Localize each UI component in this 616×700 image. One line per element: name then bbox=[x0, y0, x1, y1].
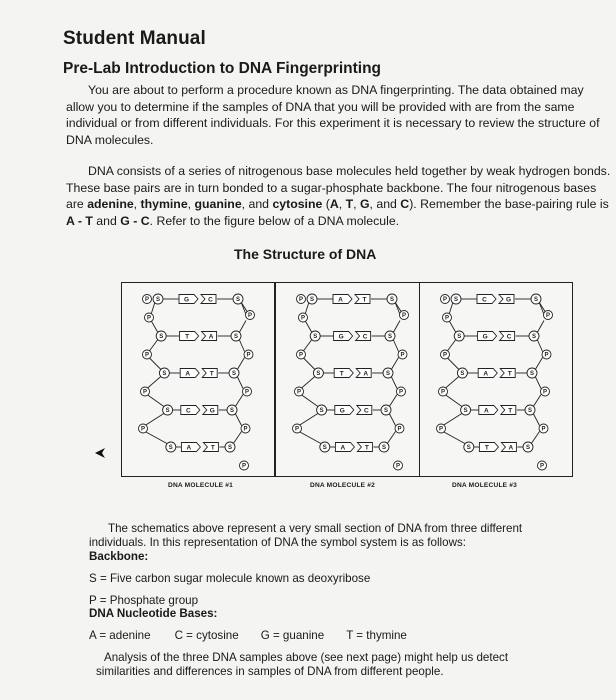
backbone-bond bbox=[305, 321, 312, 334]
backbone-bond bbox=[533, 413, 540, 426]
base-left-A-label: A bbox=[185, 370, 191, 378]
p2-comma-3: , and bbox=[369, 197, 401, 212]
phosphate-circle-label: P bbox=[298, 352, 304, 359]
base-left-C-label: C bbox=[482, 296, 487, 304]
p2-and: and bbox=[92, 213, 121, 228]
phosphate-circle-label: P bbox=[243, 426, 248, 433]
sugar-circle-label: S bbox=[233, 334, 239, 341]
sugar-circle-label: S bbox=[383, 408, 389, 415]
letter-a: A bbox=[329, 197, 339, 212]
backbone-bond bbox=[151, 321, 158, 334]
backbone-bond bbox=[303, 339, 312, 352]
sugar-circle-label: S bbox=[162, 371, 167, 378]
base-right-T-label: T bbox=[210, 444, 215, 452]
phosphate-circle-label: P bbox=[246, 352, 251, 359]
molecule-1-caption: DNA MOLECULE #1 bbox=[168, 482, 234, 489]
dna-molecule-2-diagram bbox=[276, 283, 428, 476]
backbone-bond bbox=[393, 339, 399, 352]
term-cytosine: cytosine bbox=[272, 197, 323, 212]
backbone-bond bbox=[239, 321, 246, 334]
section-heading: Pre-Lab Introduction to DNA Fingerprinting bbox=[63, 60, 382, 77]
sugar-circle-label: S bbox=[319, 408, 324, 415]
p2-text-1: DNA consists of a series of nitrogenous base molecules held together by weak hydrogen bonds. These base pairs are in turn bonded to a sugar-phosphate backbone. The four nitrogenous bases are bbox=[66, 164, 611, 212]
base-right-T-label: T bbox=[508, 407, 513, 415]
sugar-circle-label: S bbox=[165, 408, 170, 415]
backbone-bond bbox=[535, 358, 543, 371]
dna-molecule-2 bbox=[275, 282, 429, 477]
base-left-T bbox=[180, 332, 199, 341]
sugar-circle-label: S bbox=[527, 408, 533, 415]
sugar-circle-label: S bbox=[235, 297, 241, 304]
phosphate-circle-label: P bbox=[541, 426, 546, 433]
backbone-bond bbox=[299, 432, 322, 445]
letter-c: C bbox=[400, 197, 410, 212]
backbone-bond bbox=[391, 376, 397, 389]
p2-text-3: . Refer to the figure below of a DNA molecule. bbox=[149, 213, 400, 228]
backbone-bond bbox=[445, 376, 459, 389]
p2-close: ). bbox=[409, 197, 417, 212]
backbone-bond bbox=[533, 395, 541, 408]
rule-gc: G - C bbox=[120, 213, 150, 228]
backbone-bond bbox=[147, 376, 161, 389]
figure-title: The Structure of DNA bbox=[234, 246, 377, 262]
backbone-bond bbox=[537, 321, 544, 334]
phosphate-circle-label: P bbox=[296, 389, 302, 396]
base-left-T-label: T bbox=[185, 333, 190, 341]
molecule-3-caption: DNA MOLECULE #3 bbox=[452, 482, 518, 489]
sugar-circle-label: S bbox=[525, 445, 531, 452]
sugar-circle-label: S bbox=[529, 371, 535, 378]
rule-at: A - T bbox=[66, 213, 93, 228]
base-right-C-label: C bbox=[506, 333, 512, 341]
base-left-A-label: A bbox=[483, 407, 489, 415]
intro-paragraph: You are about to perform a procedure known as DNA fingerprinting. The data obtained may allow you to determine if the samples of DNA that you will be provided with are from the same individual or from different individuals. For this experiment it is necessary to review the structure of DNA molecules. bbox=[66, 83, 600, 147]
phosphate-circle-label: P bbox=[544, 352, 549, 359]
base-right-T-label: T bbox=[362, 296, 367, 304]
base-left-C-label: C bbox=[185, 407, 191, 415]
dna-molecule-3-diagram bbox=[420, 283, 572, 476]
backbone-bond bbox=[145, 413, 165, 426]
backbone-bond bbox=[149, 339, 158, 352]
cytosine-definition: C = cytosine bbox=[174, 629, 239, 642]
backbone-bond bbox=[389, 413, 396, 426]
sugar-circle-label: S bbox=[309, 297, 315, 304]
base-left-A-label: A bbox=[340, 444, 346, 452]
backbone-bond bbox=[531, 432, 540, 445]
backbone-bond bbox=[449, 302, 453, 315]
dna-paragraph bbox=[66, 163, 614, 229]
phosphate-circle-label: P bbox=[442, 297, 448, 304]
schematic-description-2: individuals. In this representation of DNA the symbol system is as follows: bbox=[89, 536, 466, 549]
adenine-definition: A = adenine bbox=[89, 629, 151, 642]
phosphate-circle-label: P bbox=[298, 297, 304, 304]
backbone-heading: Backbone: bbox=[89, 550, 149, 563]
backbone-bond bbox=[237, 358, 245, 371]
backbone-bond bbox=[147, 395, 165, 408]
p2-sep-1: , bbox=[133, 197, 141, 212]
sugar-circle-label: S bbox=[387, 334, 393, 341]
phosphate-circle-label: P bbox=[545, 313, 551, 320]
phosphate-circle-label: P bbox=[442, 352, 448, 359]
letter-g: G bbox=[359, 197, 370, 212]
base-left-A-label: A bbox=[186, 444, 192, 452]
base-left-T-label: T bbox=[339, 370, 344, 378]
sugar-circle-label: S bbox=[322, 445, 327, 452]
analysis-line-1: Analysis of the three DNA samples above (see next page) might help us detect bbox=[104, 651, 509, 664]
sugar-circle-label: S bbox=[463, 408, 468, 415]
phosphate-circle-label: P bbox=[444, 315, 450, 322]
analysis-line-2: similarities and differences in samples of DNA from different people. bbox=[96, 665, 444, 678]
page-title: Student Manual bbox=[63, 28, 206, 49]
backbone-bond bbox=[443, 432, 466, 445]
backbone-bond bbox=[237, 376, 243, 389]
base-right-C-label: C bbox=[208, 296, 213, 304]
sugar-circle-label: S bbox=[168, 445, 173, 452]
term-adenine: adenine bbox=[87, 197, 134, 212]
term-guanine: guanine bbox=[194, 197, 242, 212]
sugar-circle-label: S bbox=[231, 371, 237, 378]
dna-molecule-3 bbox=[419, 282, 573, 477]
phosphate-circle-label: P bbox=[146, 315, 152, 322]
sugar-definition: S = Five carbon sugar molecule known as deoxyribose bbox=[89, 572, 371, 585]
base-right-T-label: T bbox=[364, 444, 369, 452]
p2-sep-2: , bbox=[187, 197, 195, 212]
phosphate-circle-label: P bbox=[542, 389, 548, 396]
phosphate-circle-label: P bbox=[438, 426, 444, 433]
backbone-bond bbox=[447, 339, 456, 352]
backbone-bond bbox=[145, 432, 168, 445]
backbone-bond bbox=[235, 413, 242, 426]
base-left-G-label: G bbox=[338, 333, 344, 341]
term-thymine: thymine bbox=[140, 197, 188, 212]
backbone-bond bbox=[239, 339, 245, 352]
backbone-bond bbox=[447, 358, 459, 371]
base-left-G-label: G bbox=[183, 296, 190, 304]
p2-open: ( bbox=[322, 197, 330, 212]
backbone-bond bbox=[151, 302, 155, 315]
phosphate-circle-label: P bbox=[539, 463, 545, 470]
backbone-bond bbox=[301, 395, 319, 408]
base-right-G-label: G bbox=[209, 407, 215, 415]
backbone-bond bbox=[391, 358, 399, 371]
phosphate-circle-label: P bbox=[395, 463, 401, 470]
p2-text-2: Remember the base-pairing rule is bbox=[416, 197, 609, 212]
sugar-circle-label: S bbox=[457, 334, 462, 341]
sugar-circle-label: S bbox=[159, 334, 164, 341]
phosphate-circle-label: P bbox=[144, 352, 150, 359]
phosphate-circle-label: P bbox=[142, 389, 148, 396]
phosphate-definition: P = Phosphate group bbox=[89, 594, 199, 607]
base-left-T-label: T bbox=[484, 444, 489, 452]
phosphate-circle-label: P bbox=[440, 389, 446, 396]
sugar-circle-label: S bbox=[155, 297, 161, 304]
guanine-definition: G = guanine bbox=[260, 629, 325, 642]
phosphate-circle-label: P bbox=[247, 313, 253, 320]
phosphate-circle-label: P bbox=[294, 426, 300, 433]
sugar-circle-label: S bbox=[313, 334, 318, 341]
sugar-circle-label: S bbox=[466, 445, 471, 452]
backbone-bond bbox=[233, 432, 242, 445]
base-right-C-label: C bbox=[363, 407, 369, 415]
backbone-bond bbox=[537, 339, 543, 352]
p2-comma-2: , bbox=[353, 197, 360, 212]
base-right-T-label: T bbox=[507, 370, 512, 378]
sugar-circle-label: S bbox=[453, 297, 459, 304]
dna-molecule-1 bbox=[121, 282, 275, 477]
bases-heading: DNA Nucleotide Bases: bbox=[89, 607, 218, 620]
phosphate-circle-label: P bbox=[400, 352, 405, 359]
backbone-bond bbox=[535, 376, 541, 389]
backbone-bond bbox=[445, 395, 463, 408]
base-right-A-label: A bbox=[363, 370, 369, 378]
base-left-A-label: A bbox=[483, 370, 489, 378]
sugar-circle-label: S bbox=[316, 371, 321, 378]
backbone-bond bbox=[387, 432, 396, 445]
phosphate-circle-label: P bbox=[398, 389, 404, 396]
base-left-A-label: A bbox=[338, 296, 343, 304]
sugar-circle-label: S bbox=[381, 445, 387, 452]
sugar-circle-label: S bbox=[229, 408, 235, 415]
phosphate-circle-label: P bbox=[397, 426, 402, 433]
phosphate-circle-label: P bbox=[241, 463, 247, 470]
mouse-cursor-icon bbox=[94, 446, 106, 460]
backbone-bond bbox=[443, 413, 463, 426]
sugar-circle-label: S bbox=[533, 297, 539, 304]
phosphate-circle-label: P bbox=[140, 426, 146, 433]
backbone-bond bbox=[299, 413, 319, 426]
base-right-T-label: T bbox=[209, 370, 214, 378]
backbone-bond bbox=[235, 395, 243, 408]
base-left-G-label: G bbox=[339, 407, 345, 415]
letter-t: T bbox=[345, 197, 354, 212]
molecule-2-caption: DNA MOLECULE #2 bbox=[310, 482, 376, 489]
sugar-circle-label: S bbox=[227, 445, 233, 452]
backbone-bond bbox=[301, 376, 315, 389]
base-right-A-label: A bbox=[208, 333, 214, 341]
phosphate-circle-label: P bbox=[244, 389, 250, 396]
dna-molecule-1-diagram bbox=[122, 283, 274, 476]
base-right-A-label: A bbox=[508, 444, 514, 452]
thymine-definition: T = thymine bbox=[346, 629, 407, 642]
p2-comma-1: , bbox=[338, 197, 346, 212]
backbone-bond bbox=[389, 395, 397, 408]
sugar-circle-label: S bbox=[385, 371, 391, 378]
backbone-bond bbox=[449, 321, 456, 334]
phosphate-circle-label: P bbox=[300, 315, 306, 322]
phosphate-circle-label: P bbox=[144, 297, 150, 304]
phosphate-circle-label: P bbox=[401, 313, 407, 320]
base-left-G-label: G bbox=[482, 333, 488, 341]
backbone-bond bbox=[149, 358, 161, 371]
backbone-bond bbox=[393, 321, 400, 334]
base-right-G-label: G bbox=[505, 296, 512, 304]
sugar-circle-label: S bbox=[389, 297, 395, 304]
sugar-circle-label: S bbox=[531, 334, 537, 341]
base-definitions bbox=[89, 629, 407, 643]
p2-sep-3: , and bbox=[241, 197, 273, 212]
backbone-bond bbox=[303, 358, 315, 371]
sugar-circle-label: S bbox=[460, 371, 465, 378]
base-right-C-label: C bbox=[362, 333, 368, 341]
schematic-description-1: The schematics above represent a very small section of DNA from three different bbox=[108, 522, 523, 535]
backbone-bond bbox=[305, 302, 309, 315]
